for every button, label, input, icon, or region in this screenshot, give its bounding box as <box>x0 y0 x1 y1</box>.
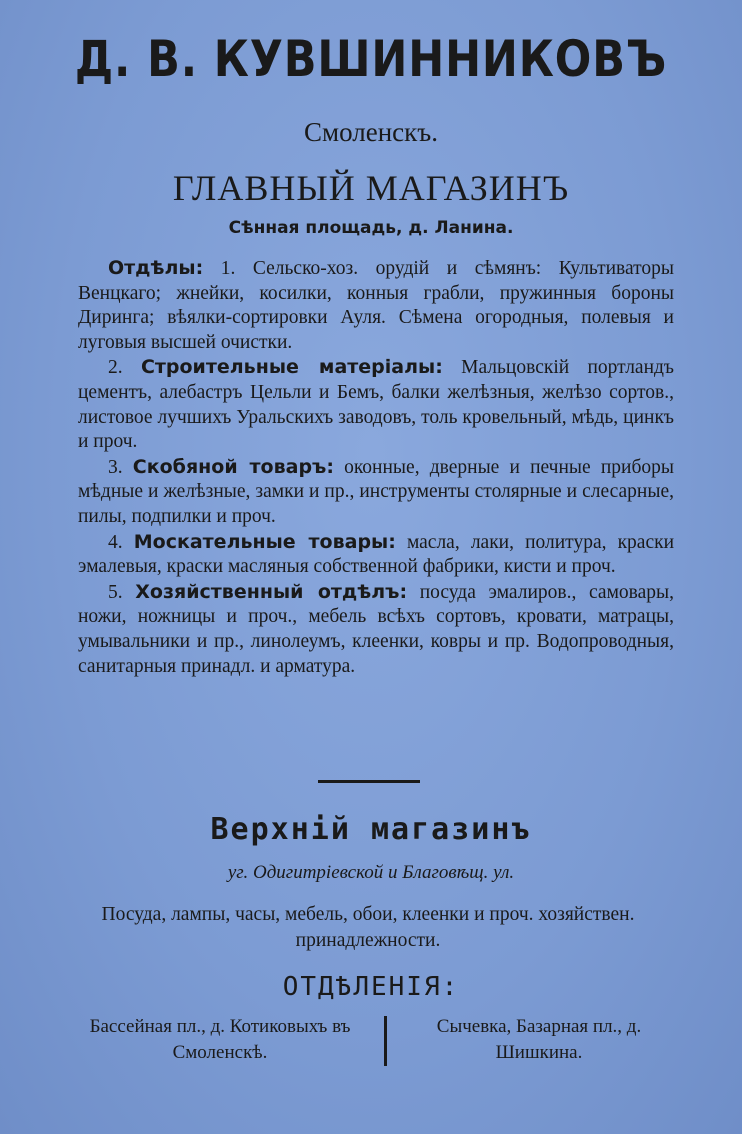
departments-list <box>78 256 674 679</box>
upper-store-address: уг. Одигитріевской и Благовѣщ. ул. <box>227 862 515 883</box>
department-5-number: 5. <box>108 581 123 603</box>
department-4-text: масла, лаки, политура, краски эмалевыя, краски масляныя собственной фабрики, кисти и проч. <box>78 531 675 578</box>
branch-smolensk: Бассейная пл., д. Котиковыхъ въ Смоленскѣ. <box>89 1016 351 1063</box>
department-3 <box>78 455 674 530</box>
section-divider-rule <box>318 780 420 783</box>
department-4 <box>78 530 674 580</box>
department-4-number: 4. <box>108 531 123 553</box>
department-3-label: Скобяной товаръ: <box>132 455 334 478</box>
branch-sychevka: Сычевка, Базарная пл., д. Шишкина. <box>436 1016 642 1063</box>
department-1-text: 1. Сельско-хоз. орудій и сѣмянъ: Культиваторы Венцкаго; жнейки, косилки, конныя грабли, пружинныя бороны Диринга; вѣялки-сортировки Ауля. Сѣмена огородныя, полевыя и луговыя высшей очистки. <box>78 258 674 353</box>
merchant-name: Д. В. КУВШИННИКОВЪ <box>74 30 668 88</box>
department-1 <box>78 256 674 355</box>
city-name: Смоленскъ. <box>304 117 438 147</box>
department-5-text: посуда эмалиров., самовары, ножи, ножницы и проч., мебель всѣхъ сортовъ, кровати, матрацы, умывальники и пр., линолеумъ, клеенки, ковры и пр. Водопроводныя, санитарныя принадл. и арматура. <box>78 581 674 677</box>
branch-column-divider <box>384 1016 387 1066</box>
department-4-label: Москательные товары: <box>133 530 396 553</box>
department-5 <box>78 580 674 679</box>
main-store-address: Сѣнная площадь, д. Ланина. <box>228 218 514 238</box>
department-3-text: оконные, дверные и печные приборы мѣдные и желѣзные, замки и пр., инструменты столярные и слесарные, пилы, подпилки и проч. <box>78 456 674 527</box>
department-5-label: Хозяйственный отдѣлъ: <box>135 580 408 603</box>
department-2-label: Строительные матеріалы: <box>140 356 443 379</box>
upper-store-heading: Верхній магазинъ <box>210 812 532 847</box>
department-2-number: 2. <box>108 357 123 379</box>
main-store-heading: ГЛАВНЫЙ МАГАЗИНЪ <box>172 168 570 208</box>
departments-label: Отдѣлы: <box>108 257 204 279</box>
department-2 <box>78 355 674 454</box>
branches-heading: ОТДѢЛЕНІЯ: <box>282 972 460 1002</box>
department-3-number: 3. <box>108 456 123 478</box>
department-2-text: Мальцовскій портландъ цементъ, алебастръ Цельли и Бемъ, балки желѣзныя, желѣзо сортов., листовое лучшихъ Уральскихъ заводовъ, толь кровельный, мѣдь, цинкъ и проч. <box>78 357 675 453</box>
upper-store-description: Посуда, лампы, часы, мебель, обои, клеенки и проч. хозяйствен. принадлежности. <box>101 904 635 951</box>
